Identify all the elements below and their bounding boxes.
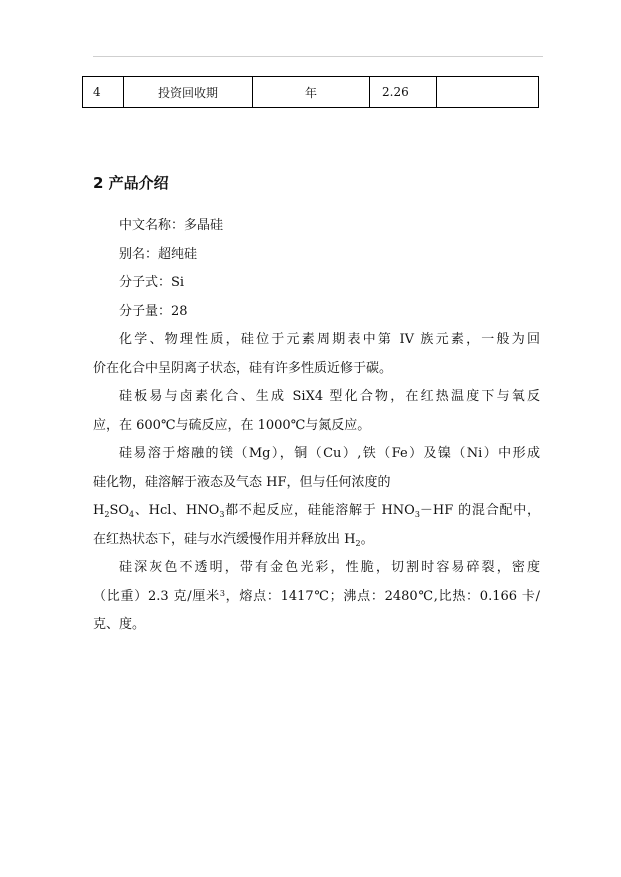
text: （比重）2.3 克/厘米 — [93, 588, 220, 604]
para3-line2: 硅化物，硅溶解于液态及气态 HF，但与任何浓度的 — [93, 474, 391, 490]
formula-text: H — [93, 503, 105, 518]
subscript: 3 — [414, 510, 420, 519]
weight-line: 分子量：28 — [119, 303, 188, 319]
para4-line3: 克、度。 — [93, 617, 146, 632]
para3-line4 — [93, 526, 540, 555]
formula-text: 都不起反应，硅能溶解于 HNO — [224, 503, 415, 518]
superscript: 3 — [219, 588, 225, 598]
cn-name-line: 中文名称：多晶硅 — [119, 218, 224, 233]
para3-line3 — [93, 497, 540, 526]
para1-line2: 价在化合中呈阴离子状态，硅有许多性质近修于碳。 — [93, 360, 393, 376]
para1-line1: 化学、物理性质，硅位于元素周期表中第 IV 族元素，一般为回 — [119, 332, 540, 347]
text: 。 — [360, 531, 374, 547]
para2-line1: 硅板易与卤素化合、生成 SiX4 型化合物，在红热温度下与氧反 — [119, 389, 540, 404]
cell-no: 4 — [83, 77, 124, 108]
formula-line: 分子式：Si — [119, 275, 185, 290]
formula-text: －HF 的混合配中， — [419, 503, 540, 518]
section-title: 2 产品介绍 — [93, 174, 169, 192]
text: ，熔点：1417℃；沸点：2480℃,比热：0.166 卡/ — [224, 588, 540, 604]
para2-line2: 应，在 600℃与硫反应，在 1000℃与氮反应。 — [93, 417, 371, 433]
cell-unit: 年 — [253, 77, 370, 108]
para3-line1: 硅易溶于熔融的镁（Mg），铜（Cu）,铁（Fe）及镍（Ni）中形成 — [119, 446, 540, 461]
data-table — [82, 76, 539, 108]
cell-item: 投资回收期 — [124, 77, 253, 108]
table-row — [83, 77, 539, 108]
text: 在红热状态下，硅与水汽缓慢作用并释放出 H — [93, 531, 356, 547]
subscript: 2 — [104, 510, 110, 519]
alias-line: 别名：超纯硅 — [119, 246, 198, 262]
subscript: 2 — [355, 538, 361, 548]
product-intro — [93, 212, 540, 640]
header-rule — [93, 56, 543, 57]
cell-note — [437, 77, 539, 108]
cell-value: 2.26 — [370, 77, 437, 108]
subscript: 3 — [219, 510, 225, 519]
subscript: 4 — [129, 510, 135, 519]
para4-line2 — [93, 583, 540, 612]
formula-text: SO — [109, 503, 130, 518]
para4-line1: 硅深灰色不透明，带有金色光彩，性脆，切割时容易碎裂，密度 — [119, 560, 540, 575]
formula-text: 、Hcl、HNO — [134, 503, 220, 518]
